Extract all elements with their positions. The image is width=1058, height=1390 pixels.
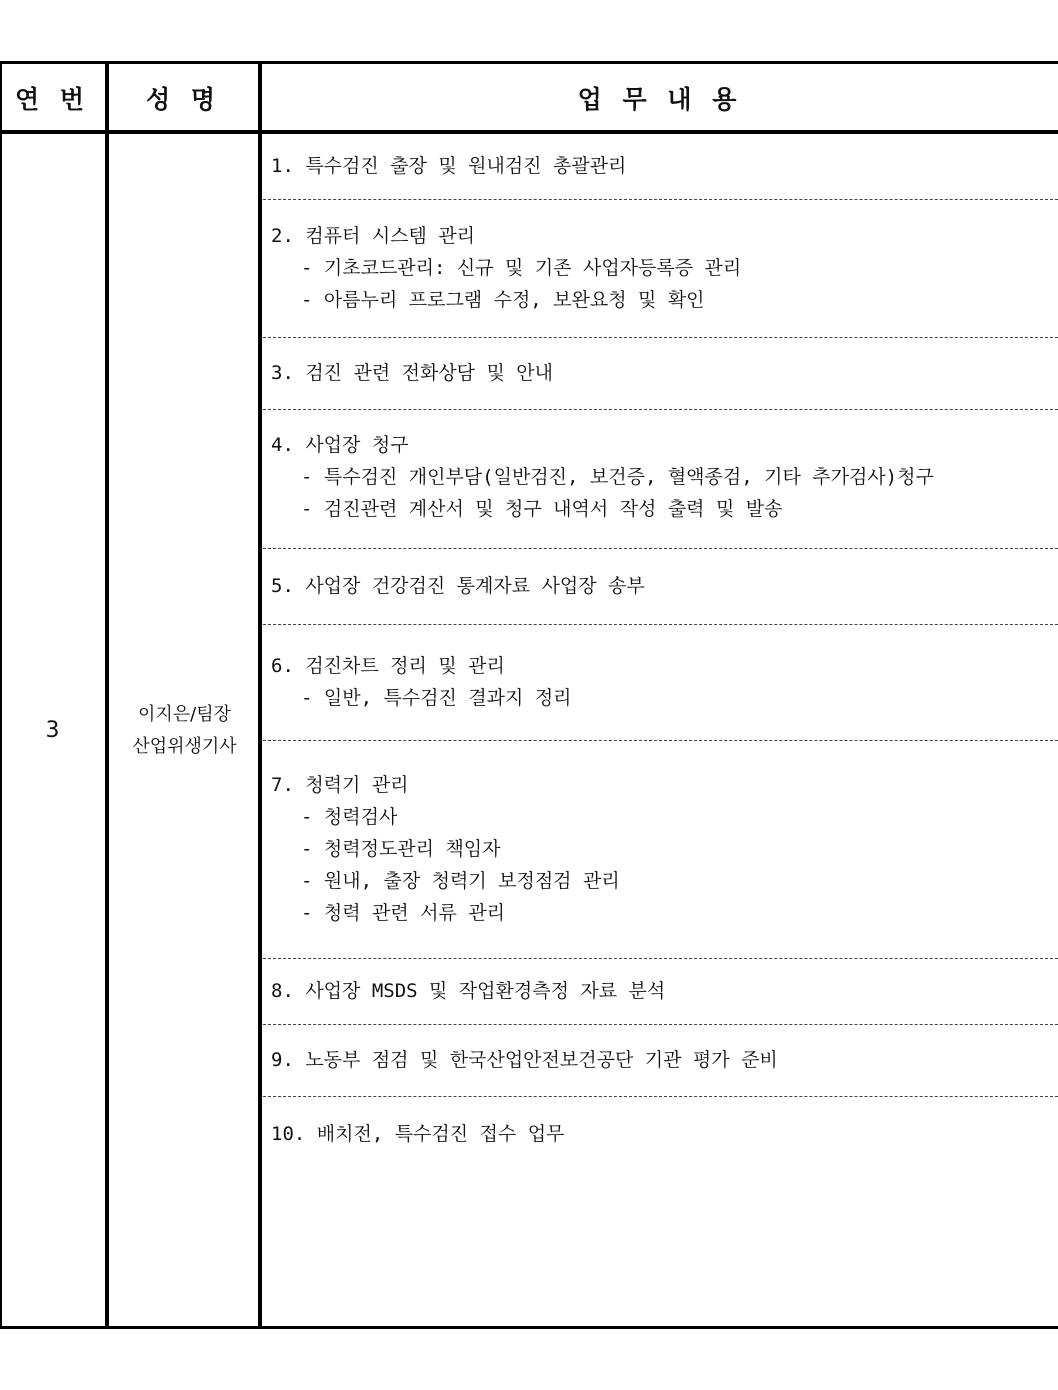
duty-separator [263, 548, 1058, 549]
duty-item-2 [263, 220, 1058, 316]
duty-separator [263, 958, 1058, 959]
duty-item-4 [263, 429, 1058, 525]
duty-separator [263, 1096, 1058, 1097]
duty-item-3 [263, 357, 1058, 389]
duty-item-10 [263, 1118, 1058, 1150]
duty-title: 9. 노동부 점검 및 한국산업안전보건공단 기관 평가 준비 [271, 1049, 778, 1071]
duty-sub: - 청력검사 [301, 806, 398, 828]
name-line-2: 산업위생기사 [132, 735, 237, 757]
duty-title: 10. 배치전, 특수검진 접수 업무 [271, 1123, 565, 1145]
duty-separator [263, 740, 1058, 741]
duty-sub: - 원내, 출장 청력기 보정점검 관리 [301, 870, 620, 892]
duty-sub: - 검진관련 계산서 및 청구 내역서 작성 출력 및 발송 [301, 498, 783, 520]
duty-sub: - 특수검진 개인부담(일반검진, 보건증, 혈액종검, 기타 추가검사)청구 [301, 466, 934, 488]
employee-name [110, 134, 259, 1327]
duty-sub: - 아름누리 프로그램 수정, 보완요청 및 확인 [301, 289, 705, 311]
duty-title: 8. 사업장 MSDS 및 작업환경측정 자료 분석 [271, 980, 666, 1002]
duty-title: 2. 컴퓨터 시스템 관리 [271, 225, 476, 247]
duty-separator [263, 199, 1058, 200]
header-name: 성 명 [145, 85, 221, 114]
duty-item-8 [263, 975, 1058, 1007]
top-border [0, 61, 1058, 64]
duty-item-5 [263, 570, 1058, 602]
duty-item-6 [263, 650, 1058, 714]
duty-title: 3. 검진 관련 전화상담 및 안내 [271, 362, 553, 384]
duty-title: 1. 특수검진 출장 및 원내검진 총괄관리 [271, 155, 627, 177]
name-line-1: 이지은/팀장 [137, 703, 231, 725]
row-number: 3 [45, 718, 60, 743]
duty-sub: - 일반, 특수검진 결과지 정리 [301, 687, 572, 709]
header-duties: 업 무 내 용 [577, 85, 743, 114]
duty-item-7 [263, 769, 1058, 929]
duty-separator [263, 337, 1058, 338]
duty-title: 4. 사업장 청구 [271, 434, 409, 456]
duty-item-9 [263, 1044, 1058, 1076]
duty-title: 5. 사업장 건강검진 통계자료 사업장 송부 [271, 575, 645, 597]
duty-item-1 [263, 150, 1058, 182]
col-divider-1 [105, 61, 109, 1329]
duties-cell [263, 134, 1058, 1327]
duty-sub: - 청력 관련 서류 관리 [301, 902, 506, 924]
duty-separator [263, 1024, 1058, 1025]
header-number: 연 번 [14, 85, 90, 114]
duty-separator [263, 624, 1058, 625]
duty-title: 6. 검진차트 정리 및 관리 [271, 655, 505, 677]
duty-separator [263, 409, 1058, 410]
duty-sub: - 청력정도관리 책임자 [301, 838, 501, 860]
duty-sub: - 기초코드관리: 신규 및 기존 사업자등록증 관리 [301, 257, 742, 279]
duty-title: 7. 청력기 관리 [271, 774, 409, 796]
